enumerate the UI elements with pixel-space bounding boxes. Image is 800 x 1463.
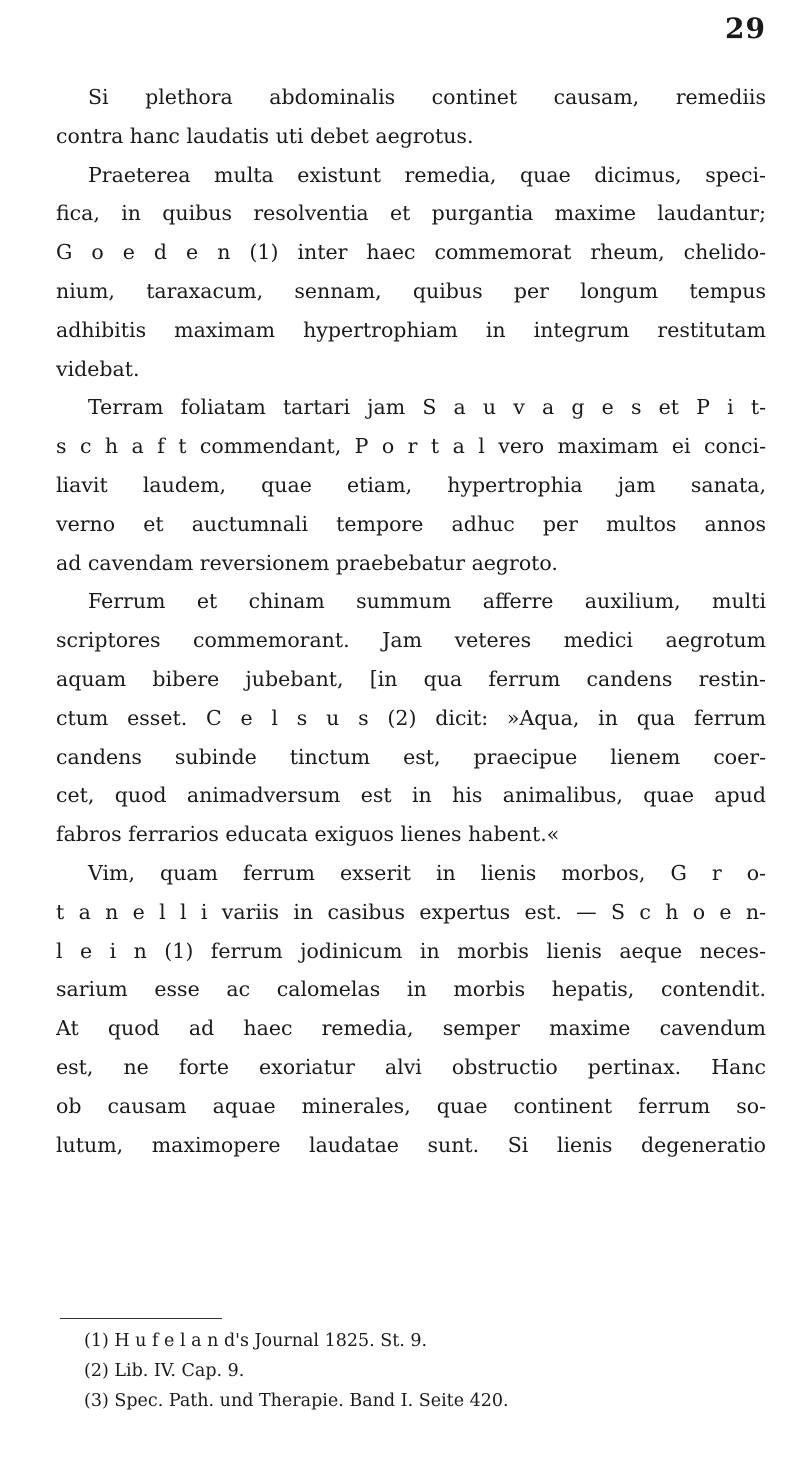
page-number: 29: [725, 12, 766, 45]
text-line: sarium esse ac calomelas in morbis hepatis, contendit.: [56, 977, 766, 1002]
text-line: G o e d e n (1) inter haec commemorat rheum, chelido-: [56, 240, 766, 265]
text-line: cet, quod animadversum est in his animalibus, quae apud: [56, 783, 766, 808]
text-line: fabros ferrarios educata exiguos lienes habent.«: [56, 822, 560, 847]
text-line: lutum, maximopere laudatae sunt. Si lienis degeneratio: [56, 1132, 766, 1157]
text-line: At quod ad haec remedia, semper maxime cavendum: [56, 1016, 766, 1041]
text-line: Terram foliatam tartari jam S a u v a g e s et P i t-: [88, 395, 766, 420]
text-line: ctum esset. C e l s u s (2) dicit: »Aqua, in qua ferrum: [56, 705, 766, 730]
text-line: scriptores commemorant. Jam veteres medici aegrotum: [56, 628, 766, 653]
text-line: liavit laudem, quae etiam, hypertrophia jam sanata,: [56, 472, 766, 497]
text-line: t a n e l l i variis in casibus expertus est. — S c h o e n-: [56, 899, 766, 924]
text-line: videbat.: [56, 356, 140, 381]
text-line: nium, taraxacum, sennam, quibus per longum tempus: [56, 278, 766, 303]
text-line: adhibitis maximam hypertrophiam in integrum restitutam: [56, 317, 766, 342]
text-line: fica, in quibus resolventia et purgantia maxime laudantur;: [56, 201, 766, 226]
text-line: aquam bibere jubebant, [in qua ferrum candens restin-: [56, 666, 766, 691]
text-line: Praeterea multa existunt remedia, quae dicimus, speci-: [88, 162, 766, 187]
text-line: verno et auctumnali tempore adhuc per multos annos: [56, 511, 766, 536]
footnotes: [84, 1326, 764, 1416]
footnote: (3) Spec. Path. und Therapie. Band I. Seite 420.: [84, 1391, 509, 1411]
footnote: (2) Lib. IV. Cap. 9.: [84, 1361, 245, 1381]
text-line: Si plethora abdominalis continet causam, remediis: [88, 85, 766, 109]
text-line: s c h a f t commendant, P o r t a l vero maximam ei conci-: [56, 434, 766, 459]
text-line: est, ne forte exoriatur alvi obstructio pertinax. Hanc: [56, 1054, 766, 1079]
text-line: l e i n (1) ferrum jodinicum in morbis lienis aeque neces-: [56, 938, 766, 963]
text-line: contra hanc laudatis uti debet aegrotus.: [56, 123, 474, 148]
text-line: ob causam aquae minerales, quae continent ferrum so-: [56, 1093, 766, 1118]
footnote-divider: [60, 1318, 222, 1319]
text-line: Ferrum et chinam summum afferre auxilium, multi: [88, 589, 766, 614]
body-text: [56, 78, 766, 1164]
text-line: candens subinde tinctum est, praecipue lienem coer-: [56, 744, 766, 769]
footnote: (1) H u f e l a n d's Journal 1825. St. 9.: [84, 1331, 428, 1351]
text-line: ad cavendam reversionem praebebatur aegroto.: [56, 550, 558, 575]
text-line: Vim, quam ferrum exserit in lienis morbos, G r o-: [88, 860, 766, 885]
